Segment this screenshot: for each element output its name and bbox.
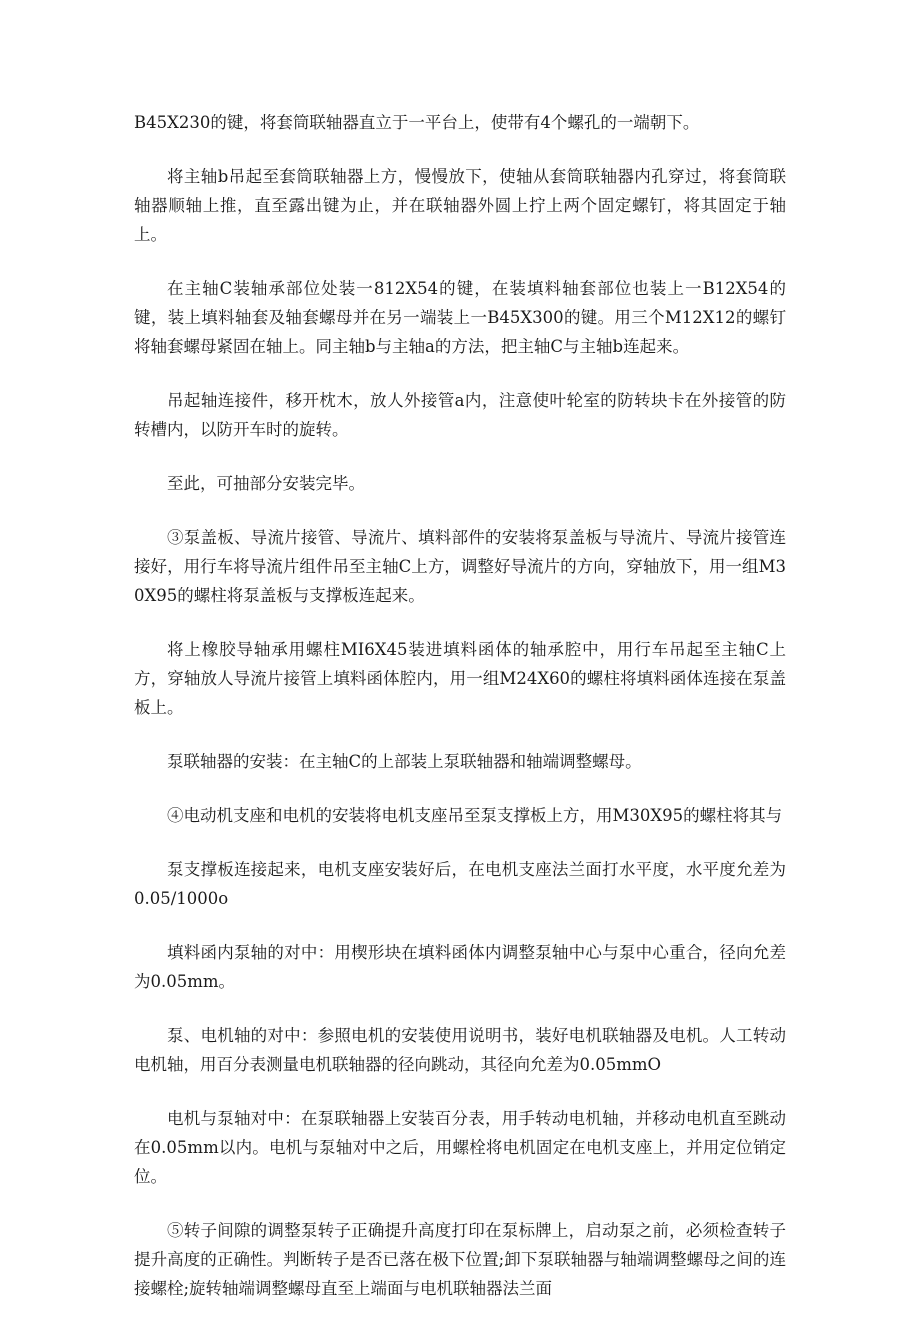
paragraph-7: 将上橡胶导轴承用螺柱MI6X45装进填料函体的轴承腔中，用行车吊起至主轴C上方，穿轴放人导流片接管上填料函体腔内，用一组M24X60的螺柱将填料函体连接在泵盖板上。 [134, 640, 786, 717]
paragraph-1: B45X230的键，将套筒联轴器直立于一平台上，使带有4个螺孔的一端朝下。 [134, 113, 700, 132]
paragraph-5: 至此，可抽部分安装完毕。 [167, 474, 365, 493]
paragraph-8: 泵联轴器的安装：在主轴C的上部装上泵联轴器和轴端调整螺母。 [167, 752, 642, 771]
paragraph-9: ④电动机支座和电机的安装将电机支座吊至泵支撑板上方，用M30X95的螺柱将其与 [167, 806, 783, 825]
paragraph-10: 泵支撑板连接起来，电机支座安装好后，在电机支座法兰面打水平度，水平度允差为0.05/1000o [134, 860, 786, 908]
paragraph-13: 电机与泵轴对中：在泵联轴器上安装百分表，用手转动电机轴，并移动电机直至跳动在0.05mm以内。电机与泵轴对中之后，用螺栓将电机固定在电机支座上，并用定位销定位。 [134, 1109, 786, 1186]
document-body [134, 108, 786, 1328]
paragraph-4: 吊起轴连接件，移开枕木，放人外接管a内，注意使叶轮室的防转块卡在外接管的防转槽内，以防开车时的旋转。 [134, 391, 786, 439]
paragraph-11: 填料函内泵轴的对中：用楔形块在填料函体内调整泵轴中心与泵中心重合，径向允差为0.05mm。 [134, 943, 786, 991]
paragraph-12: 泵、电机轴的对中：参照电机的安装使用说明书，装好电机联轴器及电机。人工转动电机轴，用百分表测量电机联轴器的径向跳动，其径向允差为0.05mmO [134, 1026, 786, 1074]
paragraph-3: 在主轴C装轴承部位处装一812X54的键，在装填料轴套部位也装上一B12X54的键，装上填料轴套及轴套螺母并在另一端装上一B45X300的键。用三个M12X12的螺钉将轴套螺母紧固在轴上。同主轴b与主轴a的方法，把主轴C与主轴b连起来。 [134, 279, 786, 356]
paragraph-14: ⑤转子间隙的调整泵转子正确提升高度打印在泵标牌上，启动泵之前，必须检查转子提升高度的正确性。判断转子是否已落在极下位置;卸下泵联轴器与轴端调整螺母之间的连接螺栓;旋转轴端调整螺母直至上端面与电机联轴器法兰面 [134, 1221, 786, 1298]
paragraph-6: ③泵盖板、导流片接管、导流片、填料部件的安装将泵盖板与导流片、导流片接管连接好，用行车将导流片组件吊至主轴C上方，调整好导流片的方向，穿轴放下，用一组M30X95的螺柱将泵盖板与支撑板连起来。 [134, 528, 786, 605]
paragraph-2: 将主轴b吊起至套筒联轴器上方，慢慢放下，使轴从套筒联轴器内孔穿过，将套筒联轴器顺轴上推，直至露出键为止，并在联轴器外圆上拧上两个固定螺钉，将其固定于轴上。 [134, 167, 786, 244]
